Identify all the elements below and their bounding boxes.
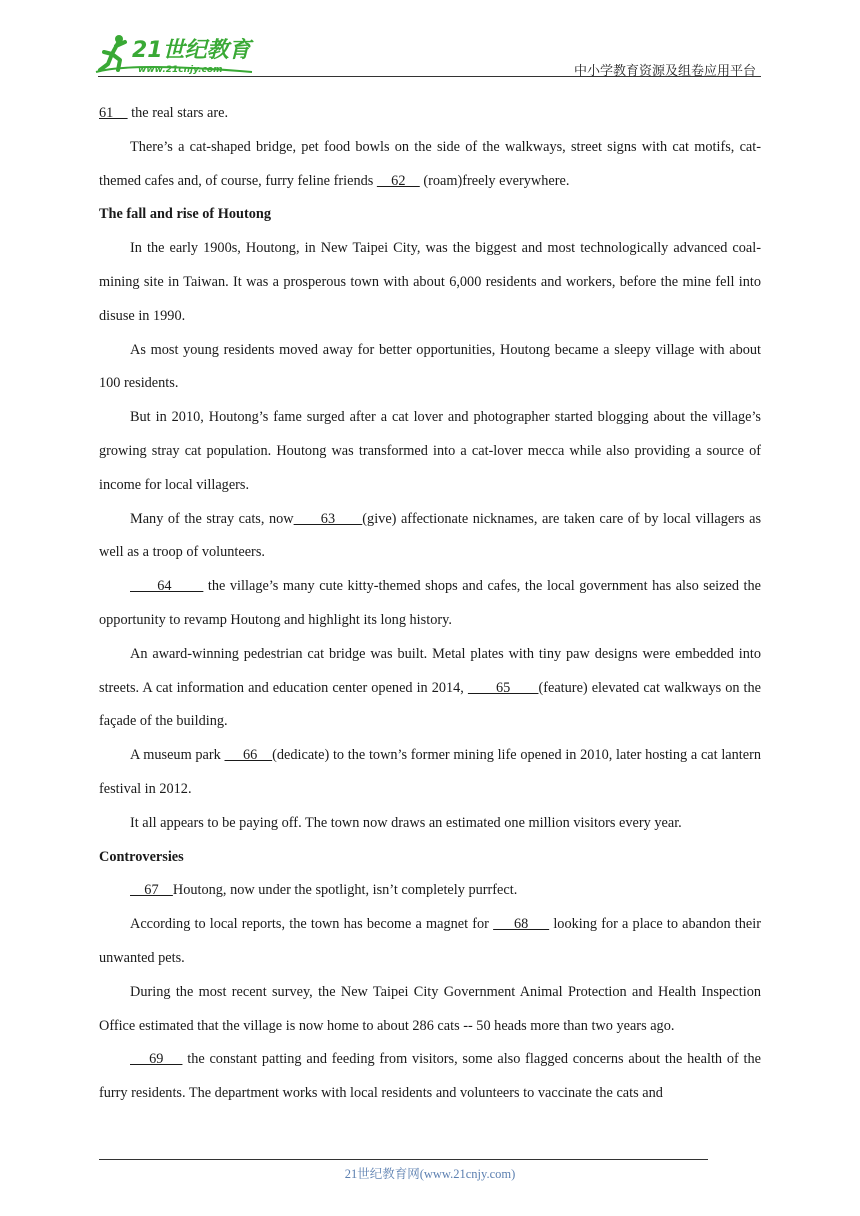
section-heading <box>99 198 761 232</box>
section-heading <box>99 841 761 875</box>
answer-blank-69: 69 <box>130 1051 183 1068</box>
paragraph <box>99 908 761 976</box>
paragraph <box>99 874 761 908</box>
paragraph-text: (feature) elevated cat walkways on the façade of the building. <box>99 679 761 730</box>
paragraph-text: looking for a place to abandon their unwanted pets. <box>99 916 761 966</box>
paragraph <box>99 334 761 402</box>
paragraph-text: As most young residents moved away for better opportunities, Houtong became a sleepy village with about 100 residents. <box>99 341 761 392</box>
paragraph <box>99 131 761 199</box>
header-divider <box>98 76 761 77</box>
logo-sub-text: www.21cnjy.com <box>138 65 223 75</box>
paragraph-text: Many of the stray cats, now <box>130 510 294 527</box>
paragraph-text: (dedicate) to the town’s former mining life opened in 2010, later hosting a cat lantern festival in 2012. <box>99 747 762 797</box>
paragraph-text: Controversies <box>99 848 184 865</box>
footer-text: 21世纪教育网(www.21cnjy.com) <box>344 1167 516 1181</box>
answer-blank-66: 66 <box>224 747 273 764</box>
paragraph-text: It all appears to be paying off. The town now draws an estimated one million visitors every year. <box>130 814 682 831</box>
answer-blank-67: 67 <box>130 882 173 899</box>
paragraph-text: (roam)freely everywhere. <box>419 172 570 189</box>
paragraph-text: According to local reports, the town has become a magnet for <box>130 916 494 933</box>
paragraph <box>99 739 761 807</box>
paragraph-text: The fall and rise of Houtong <box>99 206 271 223</box>
header-platform-text: 中小学教育资源及组卷应用平台 <box>573 64 756 79</box>
paragraph-text: But in 2010, Houtong’s fame surged after a cat lover and photographer started blogging about the village’s growing stray cat population. Houtong was transformed into a cat-lover mecca while also providing a source of income for local villagers. <box>99 409 761 493</box>
paragraph-text: the constant patting and feeding from visitors, some also flagged concerns about the health of the furry residents. The department works with local residents and volunteers to vaccinate the cats and <box>99 1051 761 1102</box>
paragraph <box>99 570 761 638</box>
paragraph <box>99 401 761 502</box>
paragraph-text: A museum park <box>130 747 225 764</box>
page-header <box>0 0 860 90</box>
answer-blank-63: 63 <box>293 510 363 527</box>
paragraph <box>99 807 761 841</box>
paragraph-text: (give) affectionate nicknames, are taken care of by local villagers as well as a troop of volunteers. <box>99 510 762 561</box>
answer-blank-62: 62 <box>376 172 420 189</box>
paragraph <box>99 976 761 1044</box>
paragraph <box>99 1043 761 1111</box>
paragraph-text: An award-winning pedestrian cat bridge was built. Metal plates with tiny paw designs were embedded into streets. A cat information and education center opened in 2014, <box>99 645 761 696</box>
logo-main-text: 21世纪教育 <box>132 38 251 63</box>
paragraph-text: There’s a cat-shaped bridge, pet food bowls on the side of the walkways, street signs with cat motifs, cat-themed cafes and, of course, furry feline friends <box>99 138 761 189</box>
paragraph-text: During the most recent survey, the New Taipei City Government Animal Protection and Health Inspection Office estimated that the village is now home to about 286 cats -- 50 heads more than two years ago. <box>99 983 761 1034</box>
paragraph <box>99 97 761 131</box>
paragraph-text: the real stars are. <box>127 105 229 121</box>
paragraph <box>99 232 761 333</box>
paragraph-text: In the early 1900s, Houtong, in New Taipei City, was the biggest and most technologically advanced coal-mining site in Taiwan. It was a prosperous town with about 6,000 residents and workers, before the mine fell into disuse in 1990. <box>99 240 761 324</box>
paragraph <box>99 503 761 571</box>
logo-21cnjy <box>92 32 262 78</box>
footer-divider <box>99 1159 708 1160</box>
paragraph-text: the village’s many cute kitty-themed shops and cafes, the local government has also seized the opportunity to revamp Houtong and highlight its long history. <box>99 578 761 628</box>
article-body <box>99 97 761 1111</box>
answer-blank-68: 68 <box>493 916 550 933</box>
answer-blank-64: 64 <box>130 578 204 595</box>
answer-blank-61: 61 <box>99 105 128 121</box>
paragraph <box>99 638 761 739</box>
answer-blank-65: 65 <box>467 679 539 696</box>
paragraph-text: Houtong, now under the spotlight, isn’t completely purrfect. <box>172 882 518 899</box>
